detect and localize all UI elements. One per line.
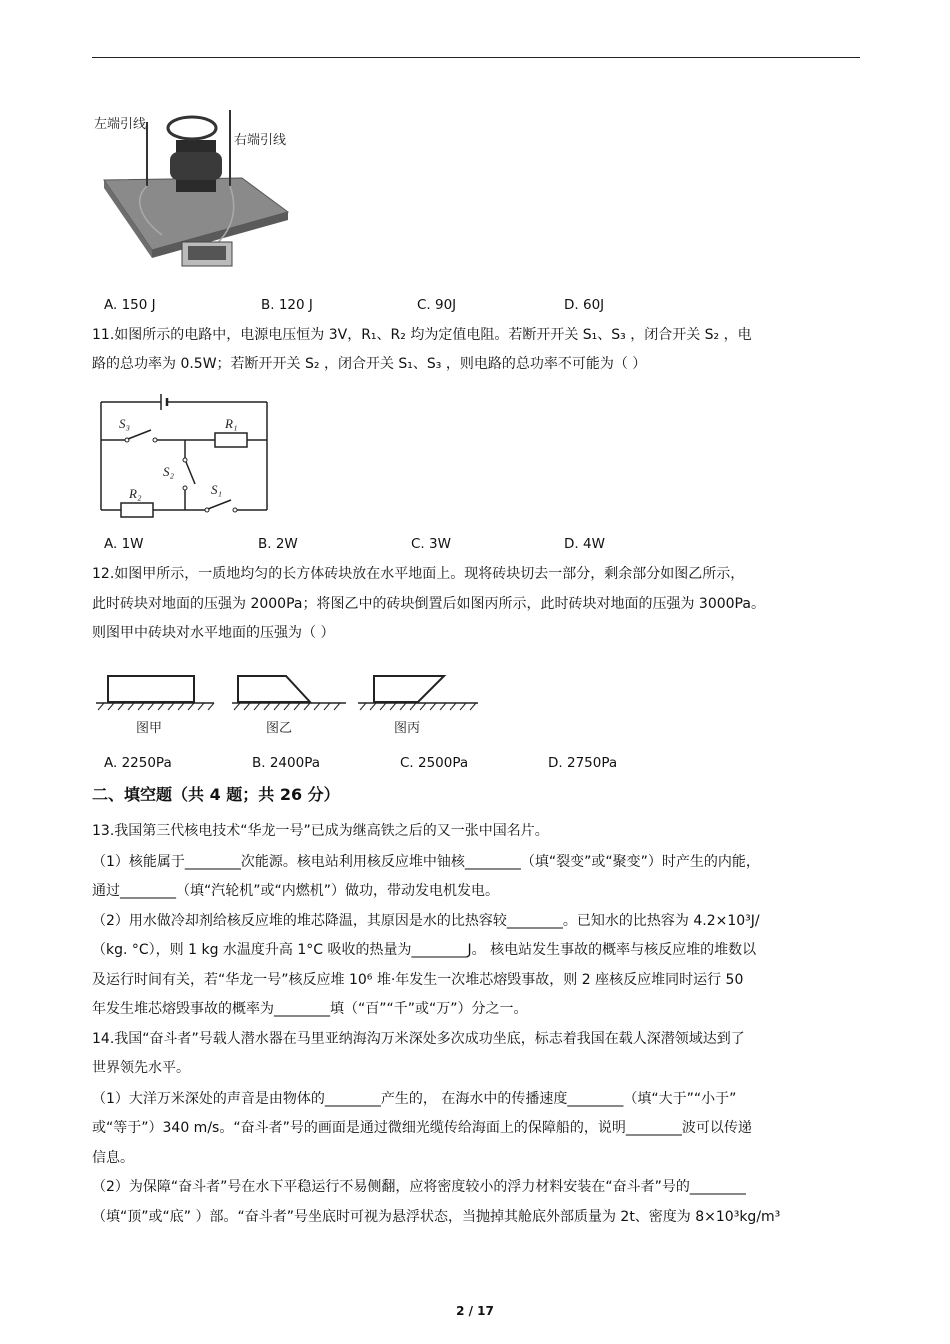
q14-line2: 世界领先水平。 bbox=[92, 1060, 190, 1076]
s1-label: S₁ bbox=[211, 482, 223, 497]
q11-line2: 路的总功率为 0.5W；若断开开关 S₂ ，闭合开关 S₁、S₃ ，则电路的总功率不可能为（ ） bbox=[92, 356, 647, 372]
q11-option-a: A. 1W bbox=[104, 536, 144, 552]
q12-option-b: B. 2400Pa bbox=[252, 755, 321, 771]
q10-option-b: B. 120 J bbox=[261, 297, 313, 313]
q11-option-c: C. 3W bbox=[411, 536, 451, 552]
q10-option-a: A. 150 J bbox=[104, 297, 156, 313]
r2-label: R₂ bbox=[129, 486, 142, 501]
q11-line1: 11.如图所示的电路中，电源电压恒为 3V，R₁、R₂ 均为定值电阻。若断开开关 S₁、S₃ ，闭合开关 S₂ ，电 bbox=[92, 327, 752, 343]
q12-line2: 此时砖块对地面的压强为 2000Pa；将图乙中的砖块倒置后如图丙所示，此时砖块对地面的压强为 3000Pa。 bbox=[92, 596, 765, 612]
q12-line3: 则图甲中砖块对水平地面的压强为（ ） bbox=[92, 625, 335, 641]
q12-option-c: C. 2500Pa bbox=[400, 755, 469, 771]
header-rule bbox=[92, 57, 860, 58]
q14-line1: 14.我国“奋斗者”号载人潜水器在马里亚纳海沟万米深处多次成功坐底，标志着我国在载人深潜领域达到了 bbox=[92, 1031, 745, 1047]
q13-line7: 年发生堆芯熔毁事故的概率为________填（“百”“千”或“万”）分之一。 bbox=[92, 1001, 528, 1017]
q12-option-a: A. 2250Pa bbox=[104, 755, 172, 771]
q12-option-d: D. 2750Pa bbox=[548, 755, 618, 771]
q13-line5: （kg. °C），则 1 kg 水温度升高 1°C 吸收的热量为________J。 核电站发生事故的概率与核反应堆的堆数以 bbox=[92, 942, 757, 958]
label-yi: 图乙 bbox=[266, 720, 293, 735]
q10-option-d: D. 60J bbox=[564, 297, 605, 313]
q12-figure bbox=[96, 668, 486, 740]
q10-option-c: C. 90J bbox=[417, 297, 457, 313]
q13-line6: 及运行时间有关，若“华龙一号”核反应堆 10⁶ 堆·年发生一次堆芯熔毁事故，则 2 座核反应堆同时运行 50 bbox=[92, 972, 744, 988]
q14-line6: （2）为保障“奋斗者”号在水下平稳运行不易侧翻，应将密度较小的浮力材料安装在“奋斗者”号的________ bbox=[92, 1179, 746, 1195]
q13-line1: 13.我国第三代核电技术“华龙一号”已成为继高铁之后的又一张中国名片。 bbox=[92, 823, 549, 839]
right-lead-label: 右端引线 bbox=[234, 132, 287, 147]
q11-option-b: B. 2W bbox=[258, 536, 298, 552]
brick-bing bbox=[358, 676, 478, 710]
q13-line3: 通过________（填“汽轮机”或“内燃机”）做功，带动发电机发电。 bbox=[92, 883, 500, 899]
left-lead-label: 左端引线 bbox=[94, 116, 147, 131]
q11-circuit bbox=[95, 388, 275, 523]
q13-line4: （2）用水做冷却剂给核反应堆的堆芯降温，其原因是水的比热容较________。已知水的比热容为 4.2×10³J/ bbox=[92, 913, 760, 929]
q10-figure bbox=[92, 100, 292, 285]
q14-line5: 信息。 bbox=[92, 1150, 134, 1166]
q13-line2: （1）核能属于________次能源。核电站利用核反应堆中铀核________（填“裂变”或“聚变”）时产生的内能， bbox=[92, 854, 760, 870]
s2-label: S₂ bbox=[163, 464, 175, 479]
brick-jia bbox=[96, 676, 214, 710]
q14-line7: （填“顶”或“底” ）部。“奋斗者”号坐底时可视为悬浮状态，当抛掉其舱底外部质量为 2t、密度为 8×10³kg/m³ bbox=[92, 1209, 781, 1225]
label-bing: 图丙 bbox=[394, 720, 421, 735]
q12-line1: 12.如图甲所示，一质地均匀的长方体砖块放在水平地面上。现将砖块切去一部分，剩余部分如图乙所示， bbox=[92, 566, 745, 582]
q14-line4: 或“等于”）340 m/s。“奋斗者”号的画面是通过微细光缆传给海面上的保障船的，说明________波可以传递 bbox=[92, 1120, 752, 1136]
label-jia: 图甲 bbox=[136, 720, 163, 735]
q11-option-d: D. 4W bbox=[564, 536, 605, 552]
r1-label: R₁ bbox=[225, 416, 238, 431]
q14-line3: （1）大洋万米深处的声音是由物体的________产生的， 在海水中的传播速度________（填“大于”“小于” bbox=[92, 1091, 737, 1107]
page-number: 2 / 17 bbox=[456, 1304, 494, 1318]
section-title: 二、填空题（共 4 题；共 26 分） bbox=[92, 785, 340, 804]
brick-yi bbox=[232, 676, 346, 710]
s3-label: S₃ bbox=[119, 416, 131, 431]
